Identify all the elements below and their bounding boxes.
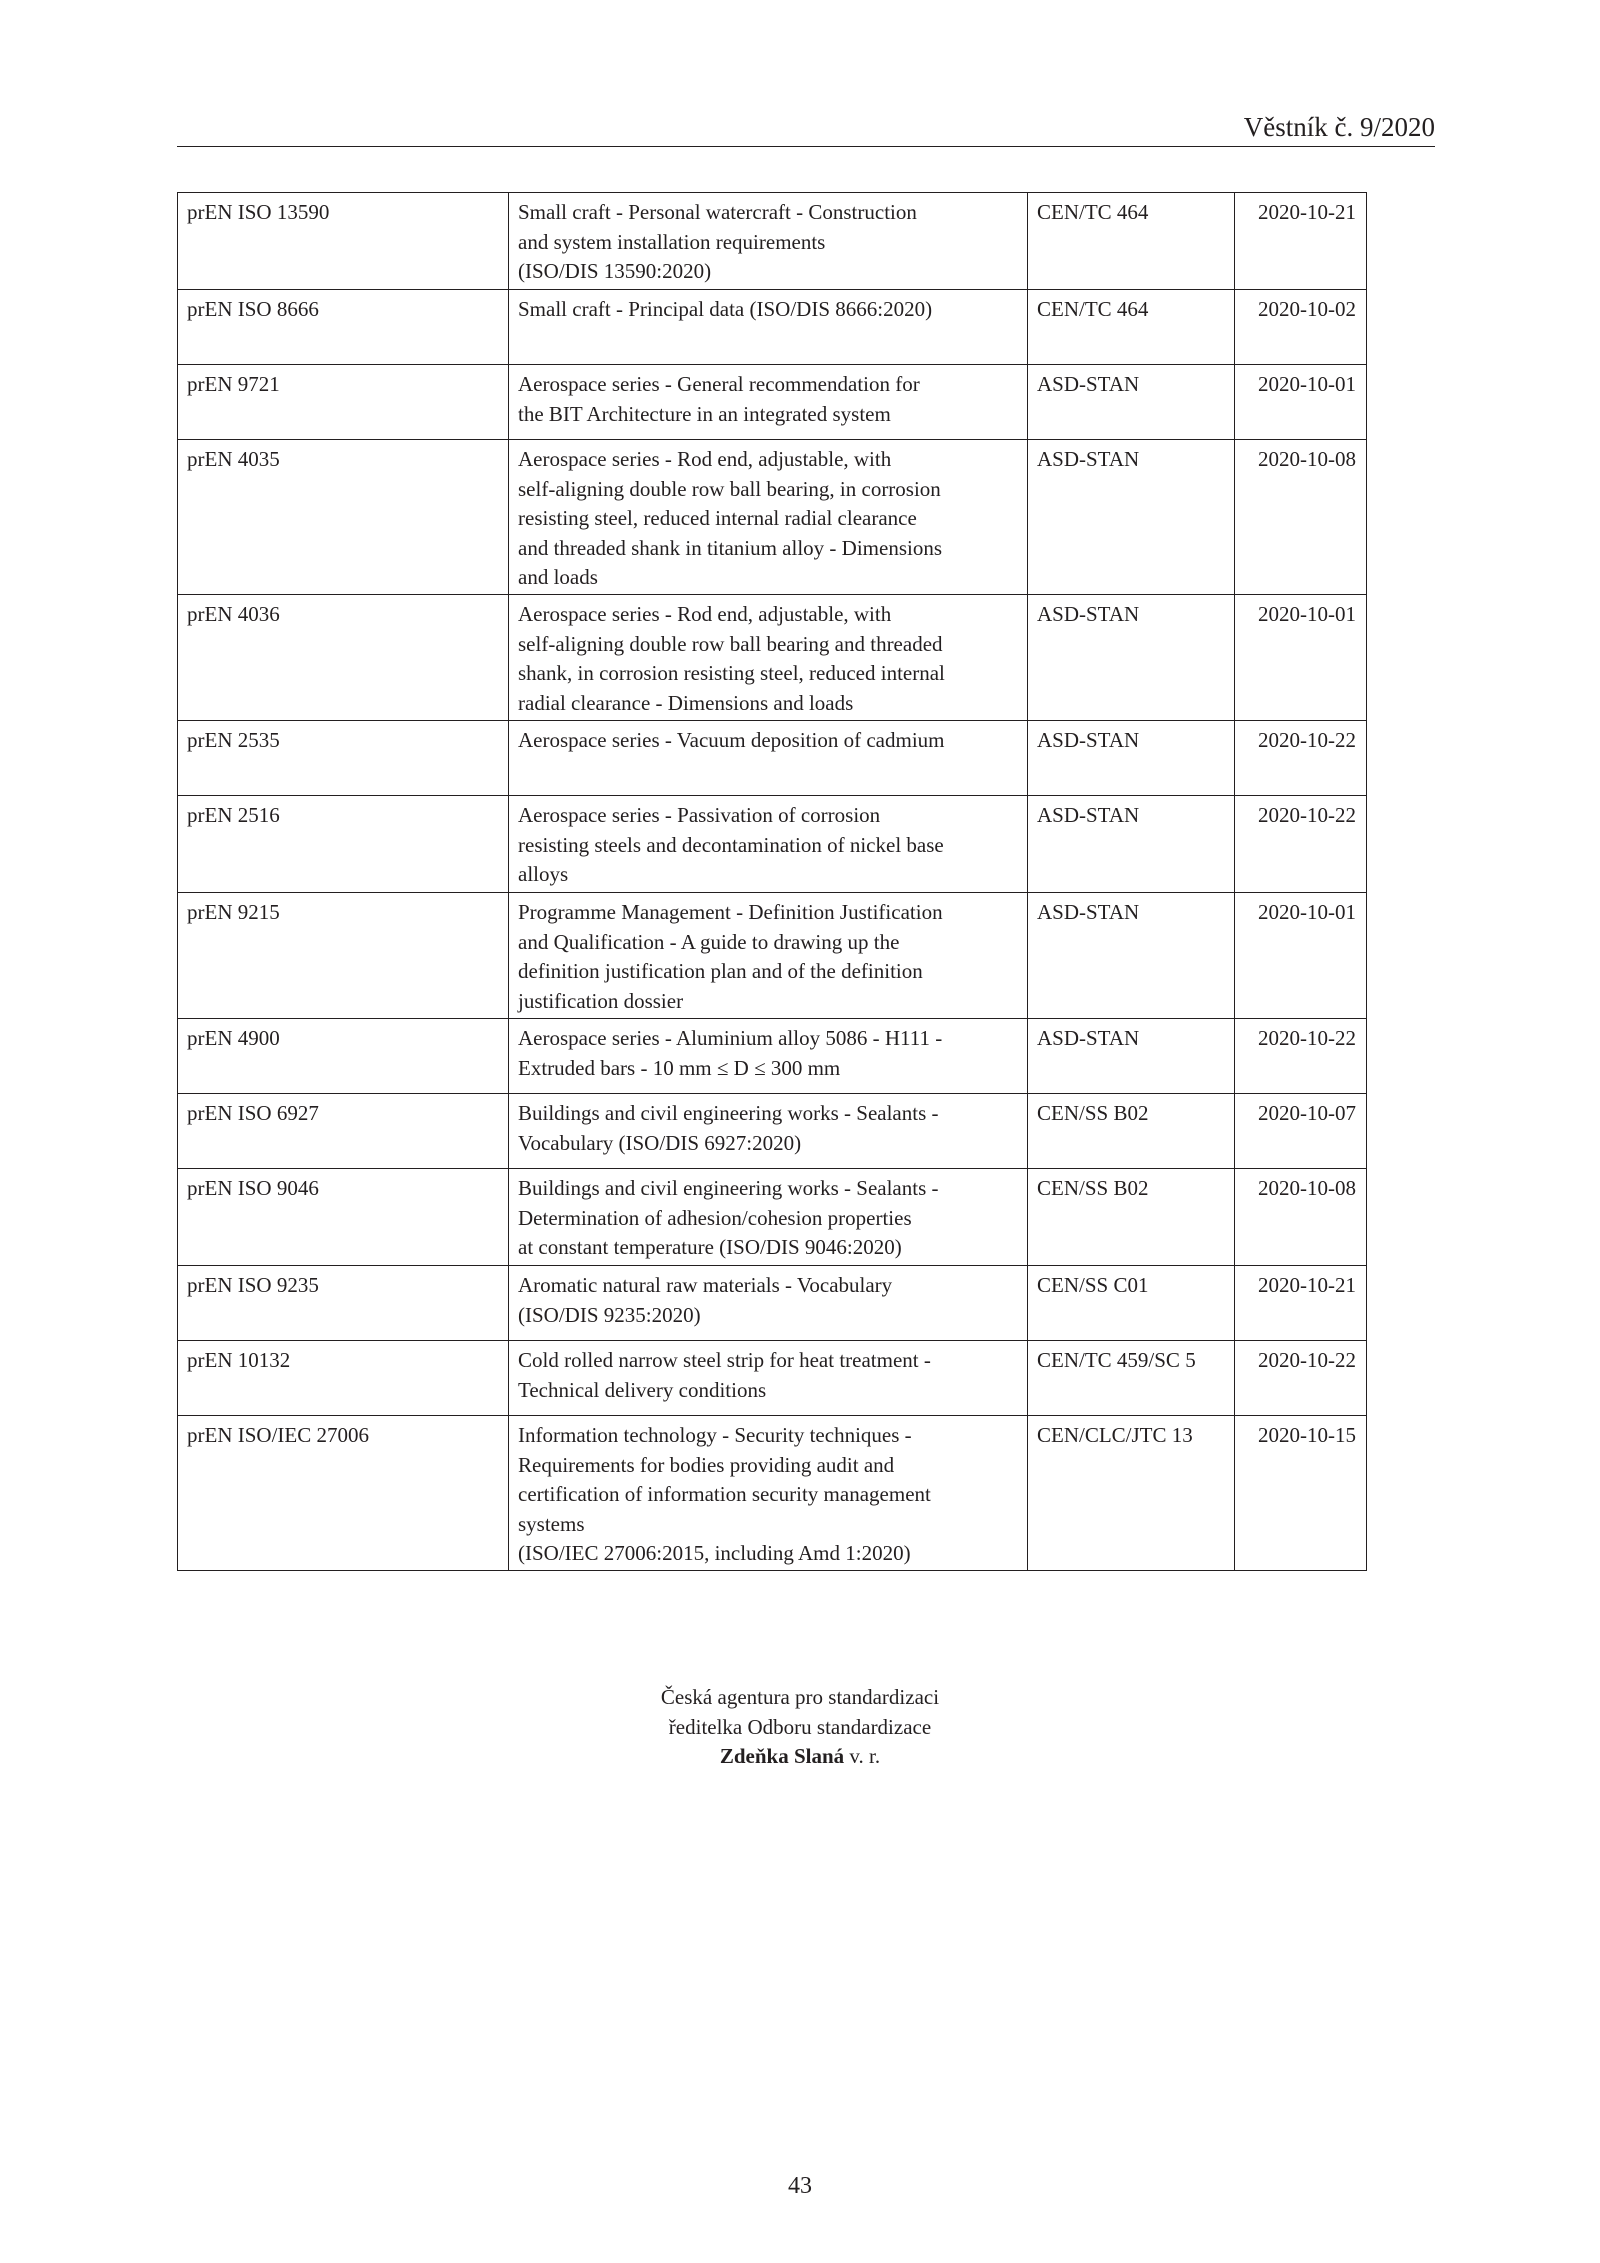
standard-code: prEN 2516 [178, 796, 509, 893]
standard-title: Aerospace series - Vacuum deposition of cadmium [509, 721, 1028, 796]
technical-body: CEN/TC 459/SC 5 [1028, 1341, 1235, 1416]
standard-title: Buildings and civil engineering works - Sealants - Determination of adhesion/cohesion properties at constant temperature (ISO/DIS 9046:2020) [509, 1169, 1028, 1266]
technical-body: ASD-STAN [1028, 440, 1235, 595]
technical-body: ASD-STAN [1028, 893, 1235, 1019]
signature-line [400, 1742, 1200, 1772]
table-row [178, 1169, 1367, 1266]
table-row [178, 1341, 1367, 1416]
technical-body: CEN/TC 464 [1028, 290, 1235, 365]
deadline-date: 2020-10-22 [1235, 796, 1367, 893]
table-row [178, 1416, 1367, 1571]
technical-body: ASD-STAN [1028, 365, 1235, 440]
deadline-date: 2020-10-02 [1235, 290, 1367, 365]
technical-body: CEN/CLC/JTC 13 [1028, 1416, 1235, 1571]
table-row [178, 365, 1367, 440]
signature-block [400, 1683, 1200, 1772]
standard-code: prEN ISO 6927 [178, 1094, 509, 1169]
table-row [178, 893, 1367, 1019]
deadline-date: 2020-10-22 [1235, 1019, 1367, 1094]
table-row [178, 1019, 1367, 1094]
technical-body: ASD-STAN [1028, 1019, 1235, 1094]
standard-title: Aerospace series - Rod end, adjustable, with self-aligning double row ball bearing, in corrosion resisting steel, reduced internal radial clearance and threaded shank in titanium alloy - Dimensions and loads [509, 440, 1028, 595]
technical-body: CEN/SS B02 [1028, 1169, 1235, 1266]
signatory-name: Zdeňka Slaná [719, 1744, 845, 1768]
table-row [178, 193, 1367, 290]
technical-body: ASD-STAN [1028, 721, 1235, 796]
table-row [178, 796, 1367, 893]
deadline-date: 2020-10-07 [1235, 1094, 1367, 1169]
deadline-date: 2020-10-21 [1235, 1266, 1367, 1341]
standard-code: prEN ISO 9046 [178, 1169, 509, 1266]
deadline-date: 2020-10-15 [1235, 1416, 1367, 1571]
standards-table-body [178, 193, 1367, 1571]
deadline-date: 2020-10-08 [1235, 440, 1367, 595]
technical-body: CEN/SS B02 [1028, 1094, 1235, 1169]
deadline-date: 2020-10-01 [1235, 893, 1367, 1019]
standard-code: prEN 9721 [178, 365, 509, 440]
technical-body: CEN/TC 464 [1028, 193, 1235, 290]
standard-title: Aromatic natural raw materials - Vocabulary (ISO/DIS 9235:2020) [509, 1266, 1028, 1341]
signature-suffix: v. r. [844, 1744, 881, 1768]
deadline-date: 2020-10-08 [1235, 1169, 1367, 1266]
standard-title: Aerospace series - Rod end, adjustable, with self-aligning double row ball bearing and threaded shank, in corrosion resisting steel, reduced internal radial clearance - Dimensions and loads [509, 595, 1028, 721]
technical-body: ASD-STAN [1028, 595, 1235, 721]
technical-body: CEN/SS C01 [1028, 1266, 1235, 1341]
standard-title: Aerospace series - Passivation of corrosion resisting steels and decontamination of nickel base alloys [509, 796, 1028, 893]
standard-code: prEN 4035 [178, 440, 509, 595]
deadline-date: 2020-10-22 [1235, 1341, 1367, 1416]
standard-title: Small craft - Personal watercraft - Construction and system installation requirements (ISO/DIS 13590:2020) [509, 193, 1028, 290]
deadline-date: 2020-10-01 [1235, 365, 1367, 440]
table-row [178, 1266, 1367, 1341]
standard-code: prEN ISO 8666 [178, 290, 509, 365]
standard-code: prEN 4900 [178, 1019, 509, 1094]
standard-code: prEN 4036 [178, 595, 509, 721]
standard-title: Cold rolled narrow steel strip for heat treatment - Technical delivery conditions [509, 1341, 1028, 1416]
deadline-date: 2020-10-01 [1235, 595, 1367, 721]
standard-title: Aerospace series - Aluminium alloy 5086 - H111 - Extruded bars - 10 mm ≤ D ≤ 300 mm [509, 1019, 1028, 1094]
standard-title: Programme Management - Definition Justification and Qualification - A guide to drawing up the definition justification plan and of the definition justification dossier [509, 893, 1028, 1019]
standard-code: prEN 10132 [178, 1341, 509, 1416]
table-row [178, 595, 1367, 721]
table-row [178, 721, 1367, 796]
standard-title: Small craft - Principal data (ISO/DIS 8666:2020) [509, 290, 1028, 365]
page-number: 43 [788, 2173, 812, 2199]
table-row [178, 440, 1367, 595]
table-row [178, 290, 1367, 365]
deadline-date: 2020-10-22 [1235, 721, 1367, 796]
standard-code: prEN 2535 [178, 721, 509, 796]
standard-code: prEN 9215 [178, 893, 509, 1019]
standard-title: Information technology - Security techniques - Requirements for bodies providing audit and certification of information security management systems (ISO/IEC 27006:2015, including Amd 1:2020) [509, 1416, 1028, 1571]
standard-title: Buildings and civil engineering works - Sealants - Vocabulary (ISO/DIS 6927:2020) [509, 1094, 1028, 1169]
signature-role: ředitelka Odboru standardizace [668, 1714, 932, 1739]
standards-table [177, 192, 1367, 1571]
standard-code: prEN ISO 9235 [178, 1266, 509, 1341]
standard-code: prEN ISO 13590 [178, 193, 509, 290]
page-header [177, 108, 1435, 147]
table-row [178, 1094, 1367, 1169]
deadline-date: 2020-10-21 [1235, 193, 1367, 290]
journal-issue-title: Věstník č. 9/2020 [1243, 112, 1435, 142]
technical-body: ASD-STAN [1028, 796, 1235, 893]
standard-code: prEN ISO/IEC 27006 [178, 1416, 509, 1571]
standard-title: Aerospace series - General recommendation for the BIT Architecture in an integrated system [509, 365, 1028, 440]
signature-organization: Česká agentura pro standardizaci [660, 1685, 940, 1709]
